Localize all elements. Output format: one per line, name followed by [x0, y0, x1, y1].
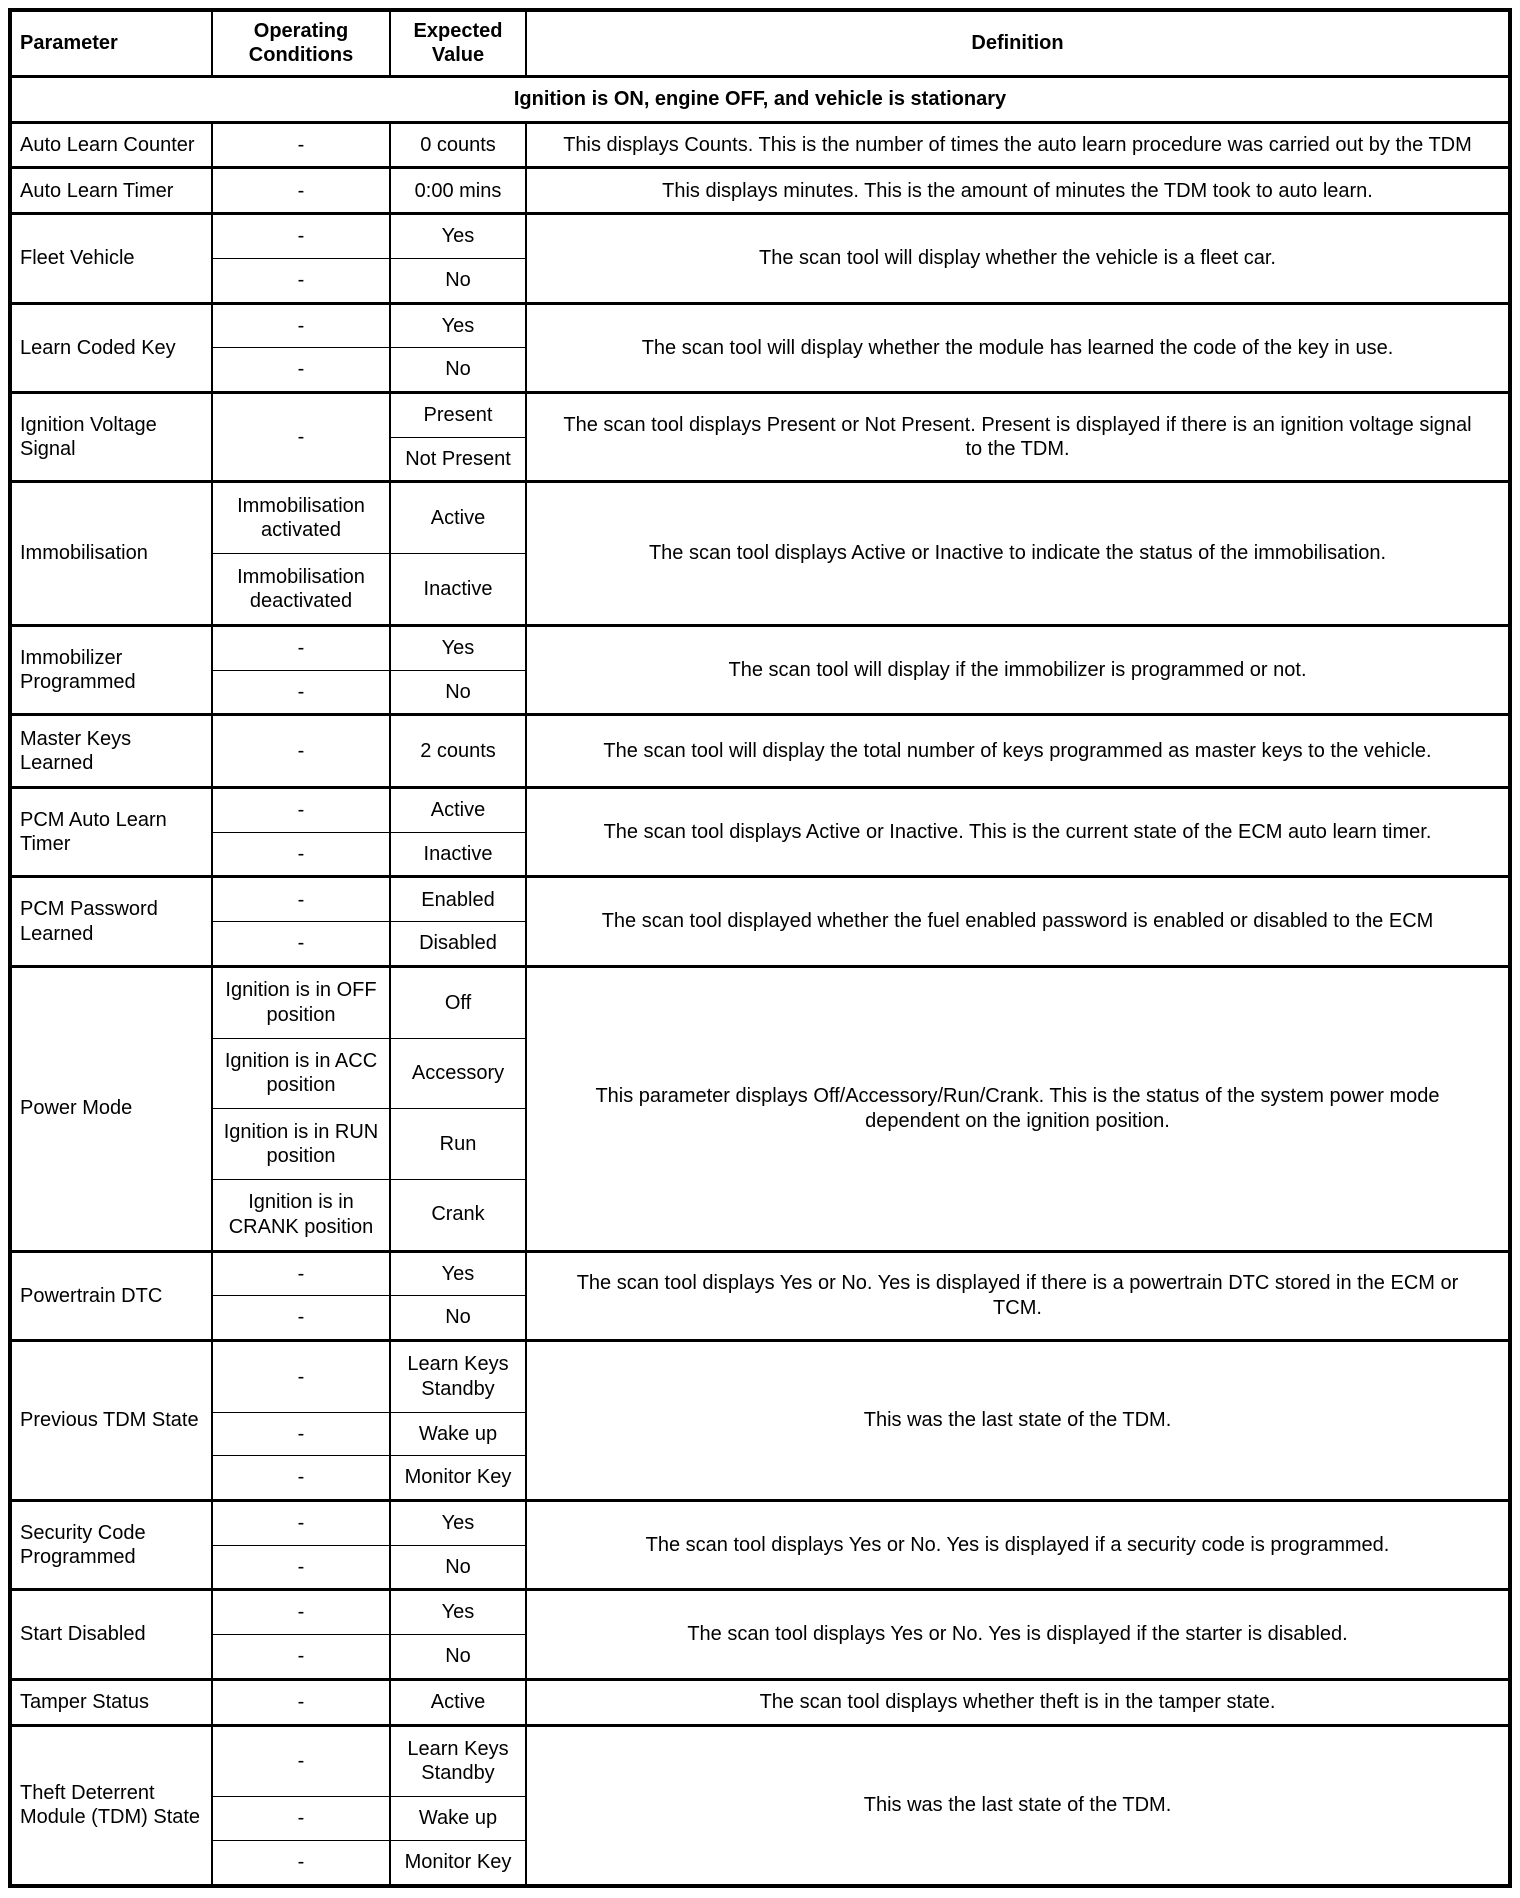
- row-tdm-state: [10, 1725, 1510, 1797]
- value-cell: No: [390, 258, 526, 303]
- value-cell: 2 counts: [390, 715, 526, 788]
- condition-cell: -: [212, 670, 390, 715]
- parameter-cell: Ignition Voltage Signal: [10, 393, 212, 482]
- condition-cell: -: [212, 393, 390, 482]
- definition-cell: The scan tool will display the total number of keys programmed as master keys to the vehicle.: [526, 715, 1510, 788]
- condition-cell: -: [212, 1340, 390, 1412]
- condition-cell: Immobilisation activated: [212, 482, 390, 554]
- parameter-cell: Theft Deterrent Module (TDM) State: [10, 1725, 212, 1886]
- row-immobilisation: [10, 482, 1510, 554]
- column-header-row: [10, 10, 1510, 76]
- value-cell: Learn Keys Standby: [390, 1340, 526, 1412]
- condition-cell: -: [212, 122, 390, 168]
- parameter-table: [8, 8, 1512, 1888]
- value-cell: Active: [390, 1679, 526, 1725]
- value-cell: Disabled: [390, 922, 526, 967]
- row-immobilizer-programmed: [10, 625, 1510, 670]
- condition-cell: -: [212, 214, 390, 259]
- value-cell: Run: [390, 1109, 526, 1180]
- definition-cell: This displays Counts. This is the number of times the auto learn procedure was carried out by the TDM: [526, 122, 1510, 168]
- col-header-operating-conditions: Operating Conditions: [212, 10, 390, 76]
- parameter-cell: Master Keys Learned: [10, 715, 212, 788]
- parameter-cell: Fleet Vehicle: [10, 214, 212, 303]
- condition-cell: -: [212, 1500, 390, 1545]
- row-pcm-auto-learn-timer: [10, 788, 1510, 833]
- row-tamper-status: [10, 1679, 1510, 1725]
- value-cell: Crank: [390, 1179, 526, 1251]
- col-header-expected-value: Expected Value: [390, 10, 526, 76]
- condition-cell: -: [212, 1296, 390, 1341]
- col-header-parameter: Parameter: [10, 10, 212, 76]
- value-cell: Monitor Key: [390, 1456, 526, 1501]
- parameter-cell: Auto Learn Counter: [10, 122, 212, 168]
- condition-cell: -: [212, 1412, 390, 1456]
- definition-cell: This displays minutes. This is the amount of minutes the TDM took to auto learn.: [526, 168, 1510, 214]
- value-cell: Yes: [390, 303, 526, 348]
- row-power-mode: [10, 966, 1510, 1038]
- condition-cell: -: [212, 1545, 390, 1590]
- condition-cell: -: [212, 1590, 390, 1635]
- value-cell: Yes: [390, 1590, 526, 1635]
- row-auto-learn-counter: [10, 122, 1510, 168]
- condition-cell: Immobilisation deactivated: [212, 554, 390, 626]
- row-pcm-password-learned: [10, 877, 1510, 922]
- condition-cell: -: [212, 258, 390, 303]
- definition-cell: The scan tool displayed whether the fuel enabled password is enabled or disabled to the ECM: [526, 877, 1510, 966]
- value-cell: No: [390, 670, 526, 715]
- value-cell: Enabled: [390, 877, 526, 922]
- definition-cell: The scan tool displays Present or Not Present. Present is displayed if there is an ignition voltage signal to the TDM.: [526, 393, 1510, 482]
- condition-cell: -: [212, 715, 390, 788]
- condition-cell: -: [212, 1725, 390, 1797]
- definition-cell: The scan tool displays Yes or No. Yes is displayed if the starter is disabled.: [526, 1590, 1510, 1679]
- parameter-cell: Immobilisation: [10, 482, 212, 625]
- row-ignition-voltage-signal: [10, 393, 1510, 438]
- value-cell: Present: [390, 393, 526, 438]
- row-fleet-vehicle: [10, 214, 1510, 259]
- value-cell: Accessory: [390, 1038, 526, 1109]
- condition-cell: Ignition is in RUN position: [212, 1109, 390, 1180]
- parameter-cell: Start Disabled: [10, 1590, 212, 1679]
- condition-cell: Ignition is in ACC position: [212, 1038, 390, 1109]
- parameter-cell: Security Code Programmed: [10, 1500, 212, 1589]
- condition-cell: -: [212, 1679, 390, 1725]
- value-cell: Monitor Key: [390, 1840, 526, 1886]
- parameter-cell: Tamper Status: [10, 1679, 212, 1725]
- definition-cell: This parameter displays Off/Accessory/Run/Crank. This is the status of the system power mode dependent on the ignition position.: [526, 966, 1510, 1251]
- value-cell: 0 counts: [390, 122, 526, 168]
- value-cell: Active: [390, 482, 526, 554]
- section-header-row: [10, 76, 1510, 122]
- condition-cell: Ignition is in CRANK position: [212, 1179, 390, 1251]
- definition-cell: The scan tool displays Yes or No. Yes is displayed if a security code is programmed.: [526, 1500, 1510, 1589]
- parameter-cell: Powertrain DTC: [10, 1251, 212, 1340]
- row-auto-learn-timer: [10, 168, 1510, 214]
- value-cell: No: [390, 1296, 526, 1341]
- value-cell: No: [390, 1545, 526, 1590]
- parameter-cell: Immobilizer Programmed: [10, 625, 212, 714]
- col-header-definition: Definition: [526, 10, 1510, 76]
- row-powertrain-dtc: [10, 1251, 1510, 1296]
- condition-cell: -: [212, 922, 390, 967]
- definition-cell: The scan tool will display whether the module has learned the code of the key in use.: [526, 303, 1510, 392]
- condition-cell: -: [212, 1635, 390, 1680]
- parameter-cell: PCM Password Learned: [10, 877, 212, 966]
- condition-cell: -: [212, 348, 390, 393]
- condition-cell: -: [212, 1251, 390, 1296]
- value-cell: Yes: [390, 625, 526, 670]
- parameter-cell: Previous TDM State: [10, 1340, 212, 1500]
- row-previous-tdm-state: [10, 1340, 1510, 1412]
- row-master-keys-learned: [10, 715, 1510, 788]
- condition-cell: -: [212, 1840, 390, 1886]
- parameter-cell: PCM Auto Learn Timer: [10, 788, 212, 877]
- parameter-cell: Auto Learn Timer: [10, 168, 212, 214]
- condition-cell: -: [212, 788, 390, 833]
- value-cell: No: [390, 348, 526, 393]
- condition-cell: -: [212, 1797, 390, 1841]
- value-cell: Off: [390, 966, 526, 1038]
- row-security-code-programmed: [10, 1500, 1510, 1545]
- definition-cell: The scan tool displays Active or Inactive to indicate the status of the immobilisation.: [526, 482, 1510, 625]
- definition-cell: The scan tool displays Active or Inactive. This is the current state of the ECM auto learn timer.: [526, 788, 1510, 877]
- value-cell: Yes: [390, 214, 526, 259]
- value-cell: Wake up: [390, 1797, 526, 1841]
- value-cell: Wake up: [390, 1412, 526, 1456]
- row-start-disabled: [10, 1590, 1510, 1635]
- definition-cell: The scan tool will display if the immobilizer is programmed or not.: [526, 625, 1510, 714]
- condition-cell: -: [212, 1456, 390, 1501]
- condition-cell: -: [212, 625, 390, 670]
- parameter-cell: Learn Coded Key: [10, 303, 212, 392]
- row-learn-coded-key: [10, 303, 1510, 348]
- value-cell: Active: [390, 788, 526, 833]
- value-cell: Learn Keys Standby: [390, 1725, 526, 1797]
- definition-cell: This was the last state of the TDM.: [526, 1725, 1510, 1886]
- definition-cell: This was the last state of the TDM.: [526, 1340, 1510, 1500]
- definition-cell: The scan tool will display whether the vehicle is a fleet car.: [526, 214, 1510, 303]
- condition-cell: -: [212, 168, 390, 214]
- condition-cell: -: [212, 832, 390, 877]
- value-cell: 0:00 mins: [390, 168, 526, 214]
- condition-cell: -: [212, 303, 390, 348]
- condition-cell: -: [212, 877, 390, 922]
- value-cell: Yes: [390, 1500, 526, 1545]
- value-cell: Not Present: [390, 437, 526, 482]
- parameter-cell: Power Mode: [10, 966, 212, 1251]
- definition-cell: The scan tool displays whether theft is in the tamper state.: [526, 1679, 1510, 1725]
- value-cell: No: [390, 1635, 526, 1680]
- value-cell: Inactive: [390, 554, 526, 626]
- definition-cell: The scan tool displays Yes or No. Yes is displayed if there is a powertrain DTC stored in the ECM or TCM.: [526, 1251, 1510, 1340]
- condition-cell: Ignition is in OFF position: [212, 966, 390, 1038]
- value-cell: Inactive: [390, 832, 526, 877]
- value-cell: Yes: [390, 1251, 526, 1296]
- section-header: Ignition is ON, engine OFF, and vehicle is stationary: [10, 76, 1510, 122]
